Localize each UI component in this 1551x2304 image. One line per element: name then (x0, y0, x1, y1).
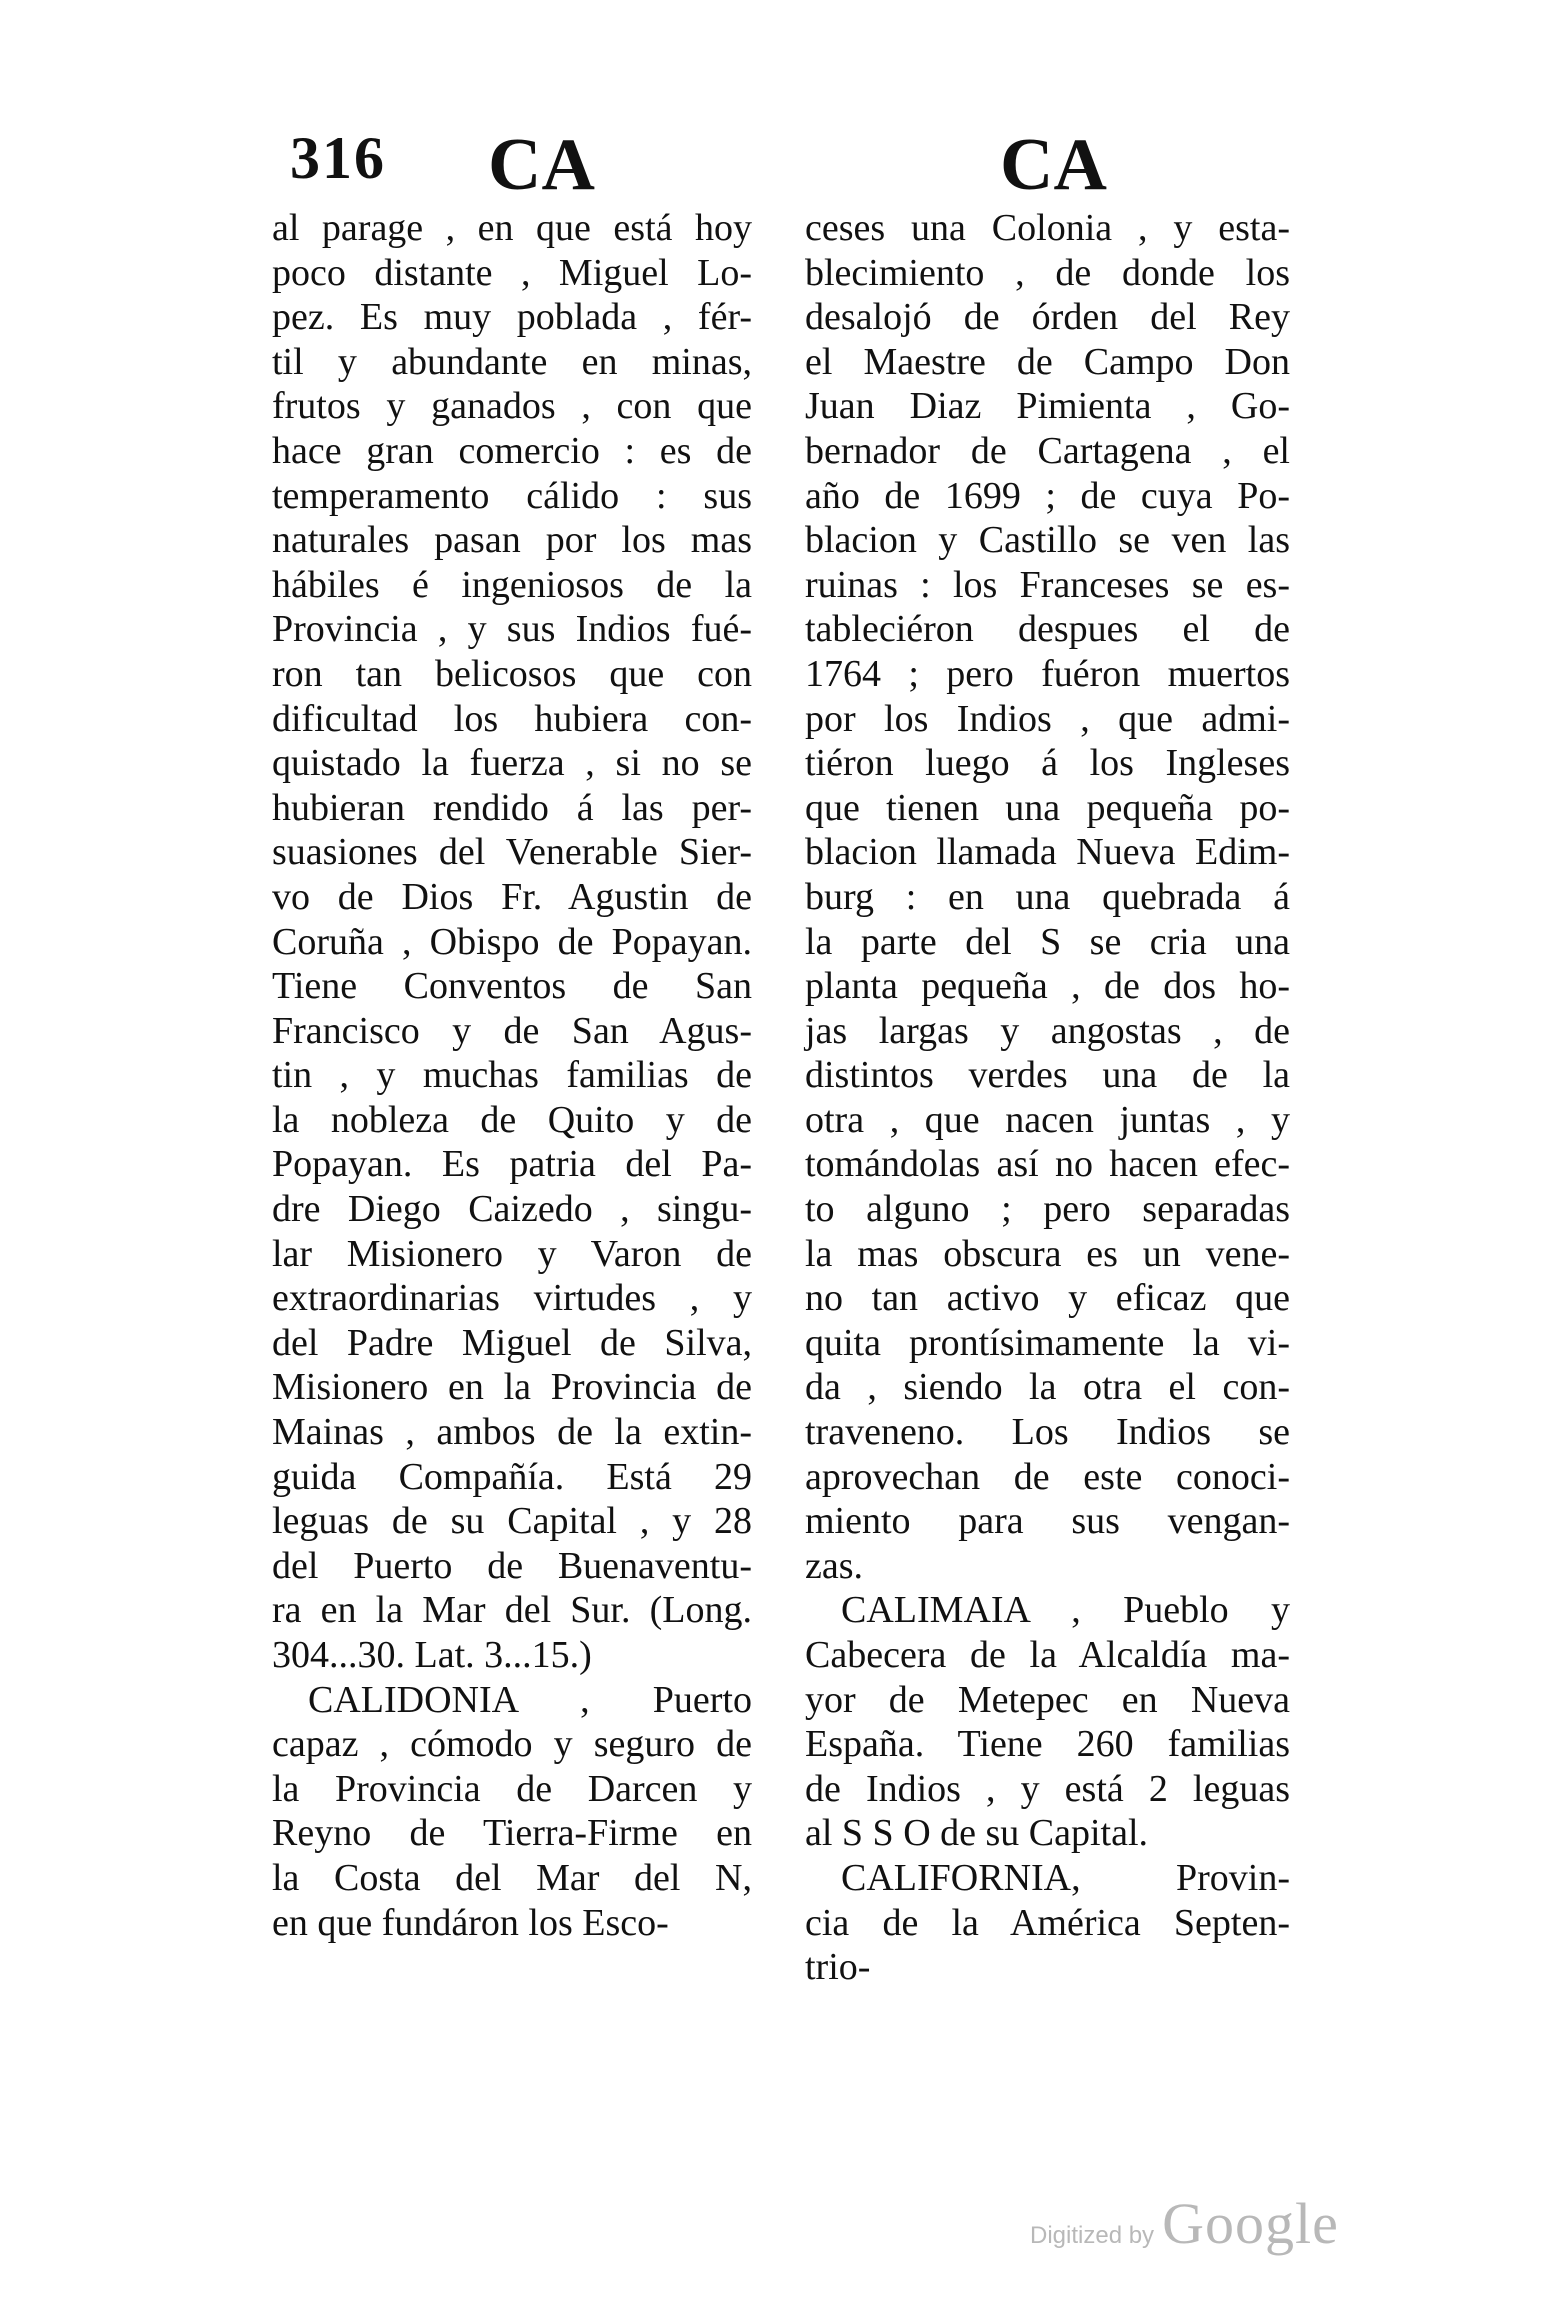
text-line: aprovechan de este conoci- (805, 1455, 1290, 1498)
text-line: dificultad los hubiera con- (272, 697, 752, 740)
text-line: ceses una Colonia , y esta- (805, 207, 1290, 249)
text-line: poco distante , Miguel Lo- (272, 251, 752, 294)
text-line: extraordinarias virtudes , y (272, 1277, 752, 1320)
text-line: la parte del S se cria una (805, 920, 1290, 963)
text-line: desalojó de órden del Rey (805, 296, 1290, 339)
text-line: suasiones del Venerable Sier- (272, 831, 752, 874)
text-line: no tan activo y eficaz que (805, 1277, 1290, 1320)
text-line: la mas obscura es un vene- (805, 1232, 1290, 1275)
text-line: Provincia , y sus Indios fué- (272, 608, 752, 651)
text-line: tiéron luego á los Ingleses (805, 742, 1290, 785)
text-line: lar Misionero y Varon de (272, 1232, 752, 1275)
text-line: bernador de Cartagena , el (805, 429, 1290, 472)
text-line: quita prontísimamente la vi- (805, 1321, 1290, 1364)
text-line: dre Diego Caizedo , singu- (272, 1188, 752, 1231)
text-line: de Indios , y está 2 leguas (805, 1767, 1290, 1810)
text-line: Reyno de Tierra-Firme en (272, 1812, 752, 1855)
google-logo: Google (1162, 2191, 1339, 2256)
text-line: quistado la fuerza , si no se (272, 742, 752, 785)
text-line: vo de Dios Fr. Agustin de (272, 875, 752, 918)
watermark-prefix: Digitized by (1030, 2222, 1155, 2249)
running-head-left: CA (488, 124, 595, 206)
text-line: al parage , en que está hoy (272, 207, 752, 249)
text-line: temperamento cálido : sus (272, 474, 752, 517)
text-line: el Maestre de Campo Don (805, 340, 1290, 383)
text-line: hace gran comercio : es de (272, 429, 752, 472)
text-line: España. Tiene 260 familias (805, 1723, 1290, 1766)
text-line: jas largas y angostas , de (805, 1009, 1290, 1052)
text-line: zas. (805, 1544, 864, 1587)
page-number: 316 (290, 125, 386, 191)
text-line: to alguno ; pero separadas (805, 1188, 1290, 1231)
text-line: tableciéron despues el de (805, 608, 1290, 651)
text-line: Popayan. Es patria del Pa- (272, 1143, 752, 1186)
text-line: planta pequeña , de dos ho- (805, 965, 1290, 1008)
text-line: ruinas : los Franceses se es- (805, 563, 1290, 606)
text-line: yor de Metepec en Nueva (805, 1678, 1290, 1721)
text-line: pez. Es muy poblada , fér- (272, 296, 752, 339)
text-line: al S S O de su Capital. (805, 1812, 1149, 1855)
text-line: Francisco y de San Agus- (272, 1009, 752, 1052)
text-line: la Provincia de Darcen y (272, 1767, 752, 1810)
text-line: traveneno. Los Indios se (805, 1411, 1290, 1454)
running-head-right: CA (1000, 124, 1107, 206)
text-line: en que fundáron los Esco- (272, 1901, 669, 1944)
text-line: otra , que nacen juntas , y (805, 1098, 1290, 1141)
digitized-by-google-watermark (1030, 2190, 1339, 2257)
text-line: blacion llamada Nueva Edim- (805, 831, 1290, 874)
text-line: CALIMAIA , Pueblo y (841, 1589, 1290, 1632)
text-line: Mainas , ambos de la extin- (272, 1411, 752, 1454)
text-line: CALIFORNIA, Provin- (841, 1856, 1290, 1899)
text-line: ron tan belicosos que con (272, 652, 752, 695)
text-line: la Costa del Mar del N, (272, 1856, 752, 1899)
text-line: año de 1699 ; de cuya Po- (805, 474, 1290, 517)
text-line: trio- (805, 1946, 871, 1989)
text-line: miento para sus vengan- (805, 1500, 1290, 1543)
text-line: CALIDONIA , Puerto (308, 1678, 752, 1721)
text-line: Cabecera de la Alcaldía ma- (805, 1634, 1290, 1676)
text-line: por los Indios , que admi- (805, 697, 1290, 740)
text-line: 304...30. Lat. 3...15.) (272, 1634, 592, 1676)
text-line: frutos y ganados , con que (272, 385, 752, 428)
text-line: hábiles é ingeniosos de la (272, 563, 752, 606)
text-line: Tiene Conventos de San (272, 965, 752, 1008)
text-line: 1764 ; pero fuéron muertos (805, 652, 1290, 695)
text-line: Juan Diaz Pimienta , Go- (805, 385, 1290, 428)
text-line: blacion y Castillo se ven las (805, 519, 1290, 562)
text-line: capaz , cómodo y seguro de (272, 1723, 752, 1766)
text-line: til y abundante en minas, (272, 340, 752, 383)
text-line: del Padre Miguel de Silva, (272, 1321, 752, 1364)
text-line: tin , y muchas familias de (272, 1054, 752, 1097)
text-line: cia de la América Septen- (805, 1901, 1290, 1944)
left-text-column (272, 206, 752, 1945)
text-line: la nobleza de Quito y de (272, 1098, 752, 1141)
right-text-column (805, 206, 1290, 1990)
text-line: hubieran rendido á las per- (272, 786, 752, 829)
text-line: blecimiento , de donde los (805, 251, 1290, 294)
text-line: del Puerto de Buenaventu- (272, 1544, 752, 1587)
text-line: tomándolas así no hacen efec- (805, 1143, 1290, 1186)
text-line: da , siendo la otra el con- (805, 1366, 1290, 1409)
text-line: Misionero en la Provincia de (272, 1366, 752, 1409)
text-line: naturales pasan por los mas (272, 519, 752, 562)
text-line: burg : en una quebrada á (805, 875, 1290, 918)
text-line: leguas de su Capital , y 28 (272, 1500, 752, 1543)
text-line: ra en la Mar del Sur. (Long. (272, 1589, 752, 1632)
text-line: Coruña , Obispo de Popayan. (272, 920, 752, 963)
text-line: que tienen una pequeña po- (805, 786, 1290, 829)
text-line: guida Compañía. Está 29 (272, 1455, 752, 1498)
text-line: distintos verdes una de la (805, 1054, 1290, 1097)
